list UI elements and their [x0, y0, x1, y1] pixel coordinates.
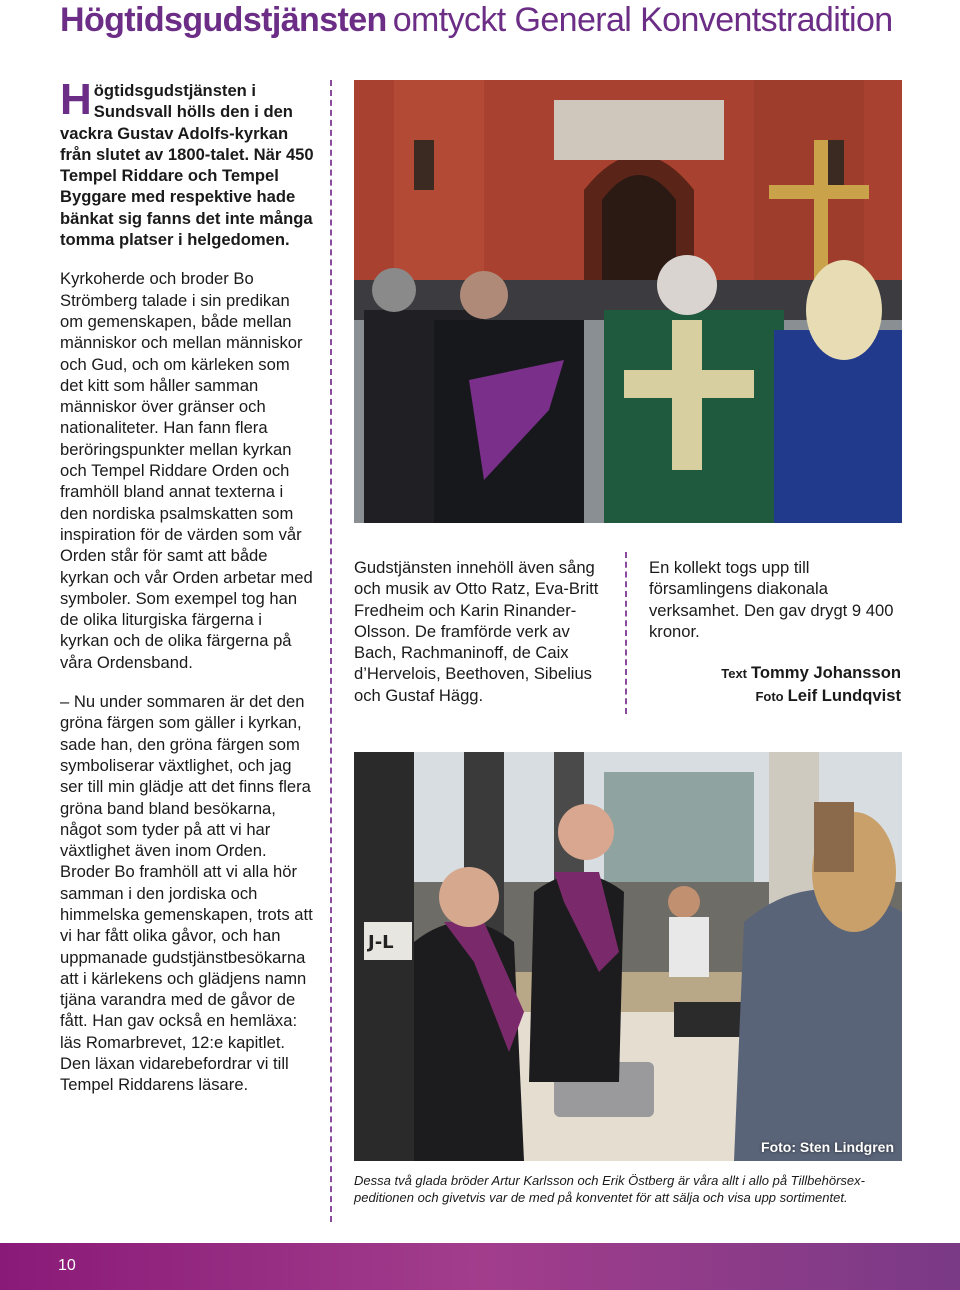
text-credit-name: Tommy Johansson	[751, 663, 901, 683]
photo-credit-line	[649, 685, 901, 708]
article-paragraph-2: – Nu under sommaren är det den gröna färgen som gäller i kyrkan, sade han, den gröna färgen som symboliserar växtlighet, och jag ser till min glädje att det finns flera gröna band bland besökarna, något som tyder på att vi har växtlighet även inom Orden. Broder Bo framhöll att vi alla hör samman i den jordiska och himmelska gemenskapen, trots att vi har fått olika gåvor, och han uppmanade gudstjänstbesökarna att i kärlekens och glädjens namn tjäna varandra med de gåvor de fått. Han gav också en hemläxa: läs Romarbrevet, 12:e kapitlet. Den läxan vidarebefordrar vi till Tempel Riddarens läsare.	[60, 692, 313, 1095]
article-left-column	[60, 75, 315, 1114]
photo-caption: Dessa två glada bröder Artur Karlsson och Erik Östberg är våra allt i allo på Tillbehörsexpeditionen och givetvis var de med på konventet för att sälja och visa upp sortimentet.	[354, 1173, 865, 1205]
photo-credit-overlay: Foto: Sten Lindgren	[761, 1139, 894, 1155]
sales-booth-photo	[354, 752, 902, 1161]
booth-sign: J-L	[368, 932, 394, 953]
article-paragraph-3: Gudstjänsten innehöll även sång och musik av Otto Ratz, Eva-Britt Fredheim och Karin Rinander-Olsson. De framförde verk av Bach, Rachmaninoff, de Caix d’Hervelois, Beethoven, Sibelius och Gustaf Hägg.	[354, 558, 599, 705]
article-middle-column	[354, 557, 616, 724]
column-divider-right	[625, 552, 627, 714]
headline-bold: Högtidsgudstjänsten	[60, 1, 387, 39]
photo-credit-name: Leif Lundqvist	[787, 686, 901, 706]
article-lead	[60, 75, 315, 250]
article-paragraph-1: Kyrkoherde och broder Bo Strömberg talade i sin predikan om gemenskapen, både mellan människor och mellan människor och Gud, och om kärleken som det kitt som håller samman människor över gränser och nationaliteter. Han fann flera beröringspunkter mellan kyrkan och Tempel Riddare Orden och framhöll bland annat texterna i den nordiska psalmskatten som inspiration för de värden som vår Orden står för samt att både kyrkan och vår Orden arbetar med symboler. Som exempel tog han de olika liturgiska färgerna i kyrkan och de olika färgerna på våra Ordensband.	[60, 269, 313, 672]
photo-credit-label: Foto	[755, 689, 784, 705]
article-paragraph-4: En kollekt togs upp till församlingens diakonala verksamhet. Den gav drygt 9 400 kronor.	[649, 558, 894, 641]
dropcap: H	[60, 75, 92, 124]
church-procession-photo	[354, 80, 902, 523]
page-number: 10	[58, 1257, 76, 1274]
headline-light: omtyckt General Konventstradition	[392, 1, 893, 39]
text-credit-label: Text	[721, 666, 748, 682]
byline	[649, 662, 901, 708]
page-headline	[60, 0, 893, 44]
column-divider-left	[330, 80, 332, 1222]
footer-band	[0, 1243, 960, 1290]
lead-text: ögtidsgudstjänsten i Sundsvall hölls den i den vackra Gustav Adolfs-kyrkan från slutet av 1800-talet. När 450 Tempel Riddare och Tempel Byggare med respektive hade bänkat sig fanns det inte många tomma platser i helgedomen.	[60, 81, 314, 250]
text-credit	[649, 662, 901, 685]
article-right-column	[649, 557, 901, 708]
